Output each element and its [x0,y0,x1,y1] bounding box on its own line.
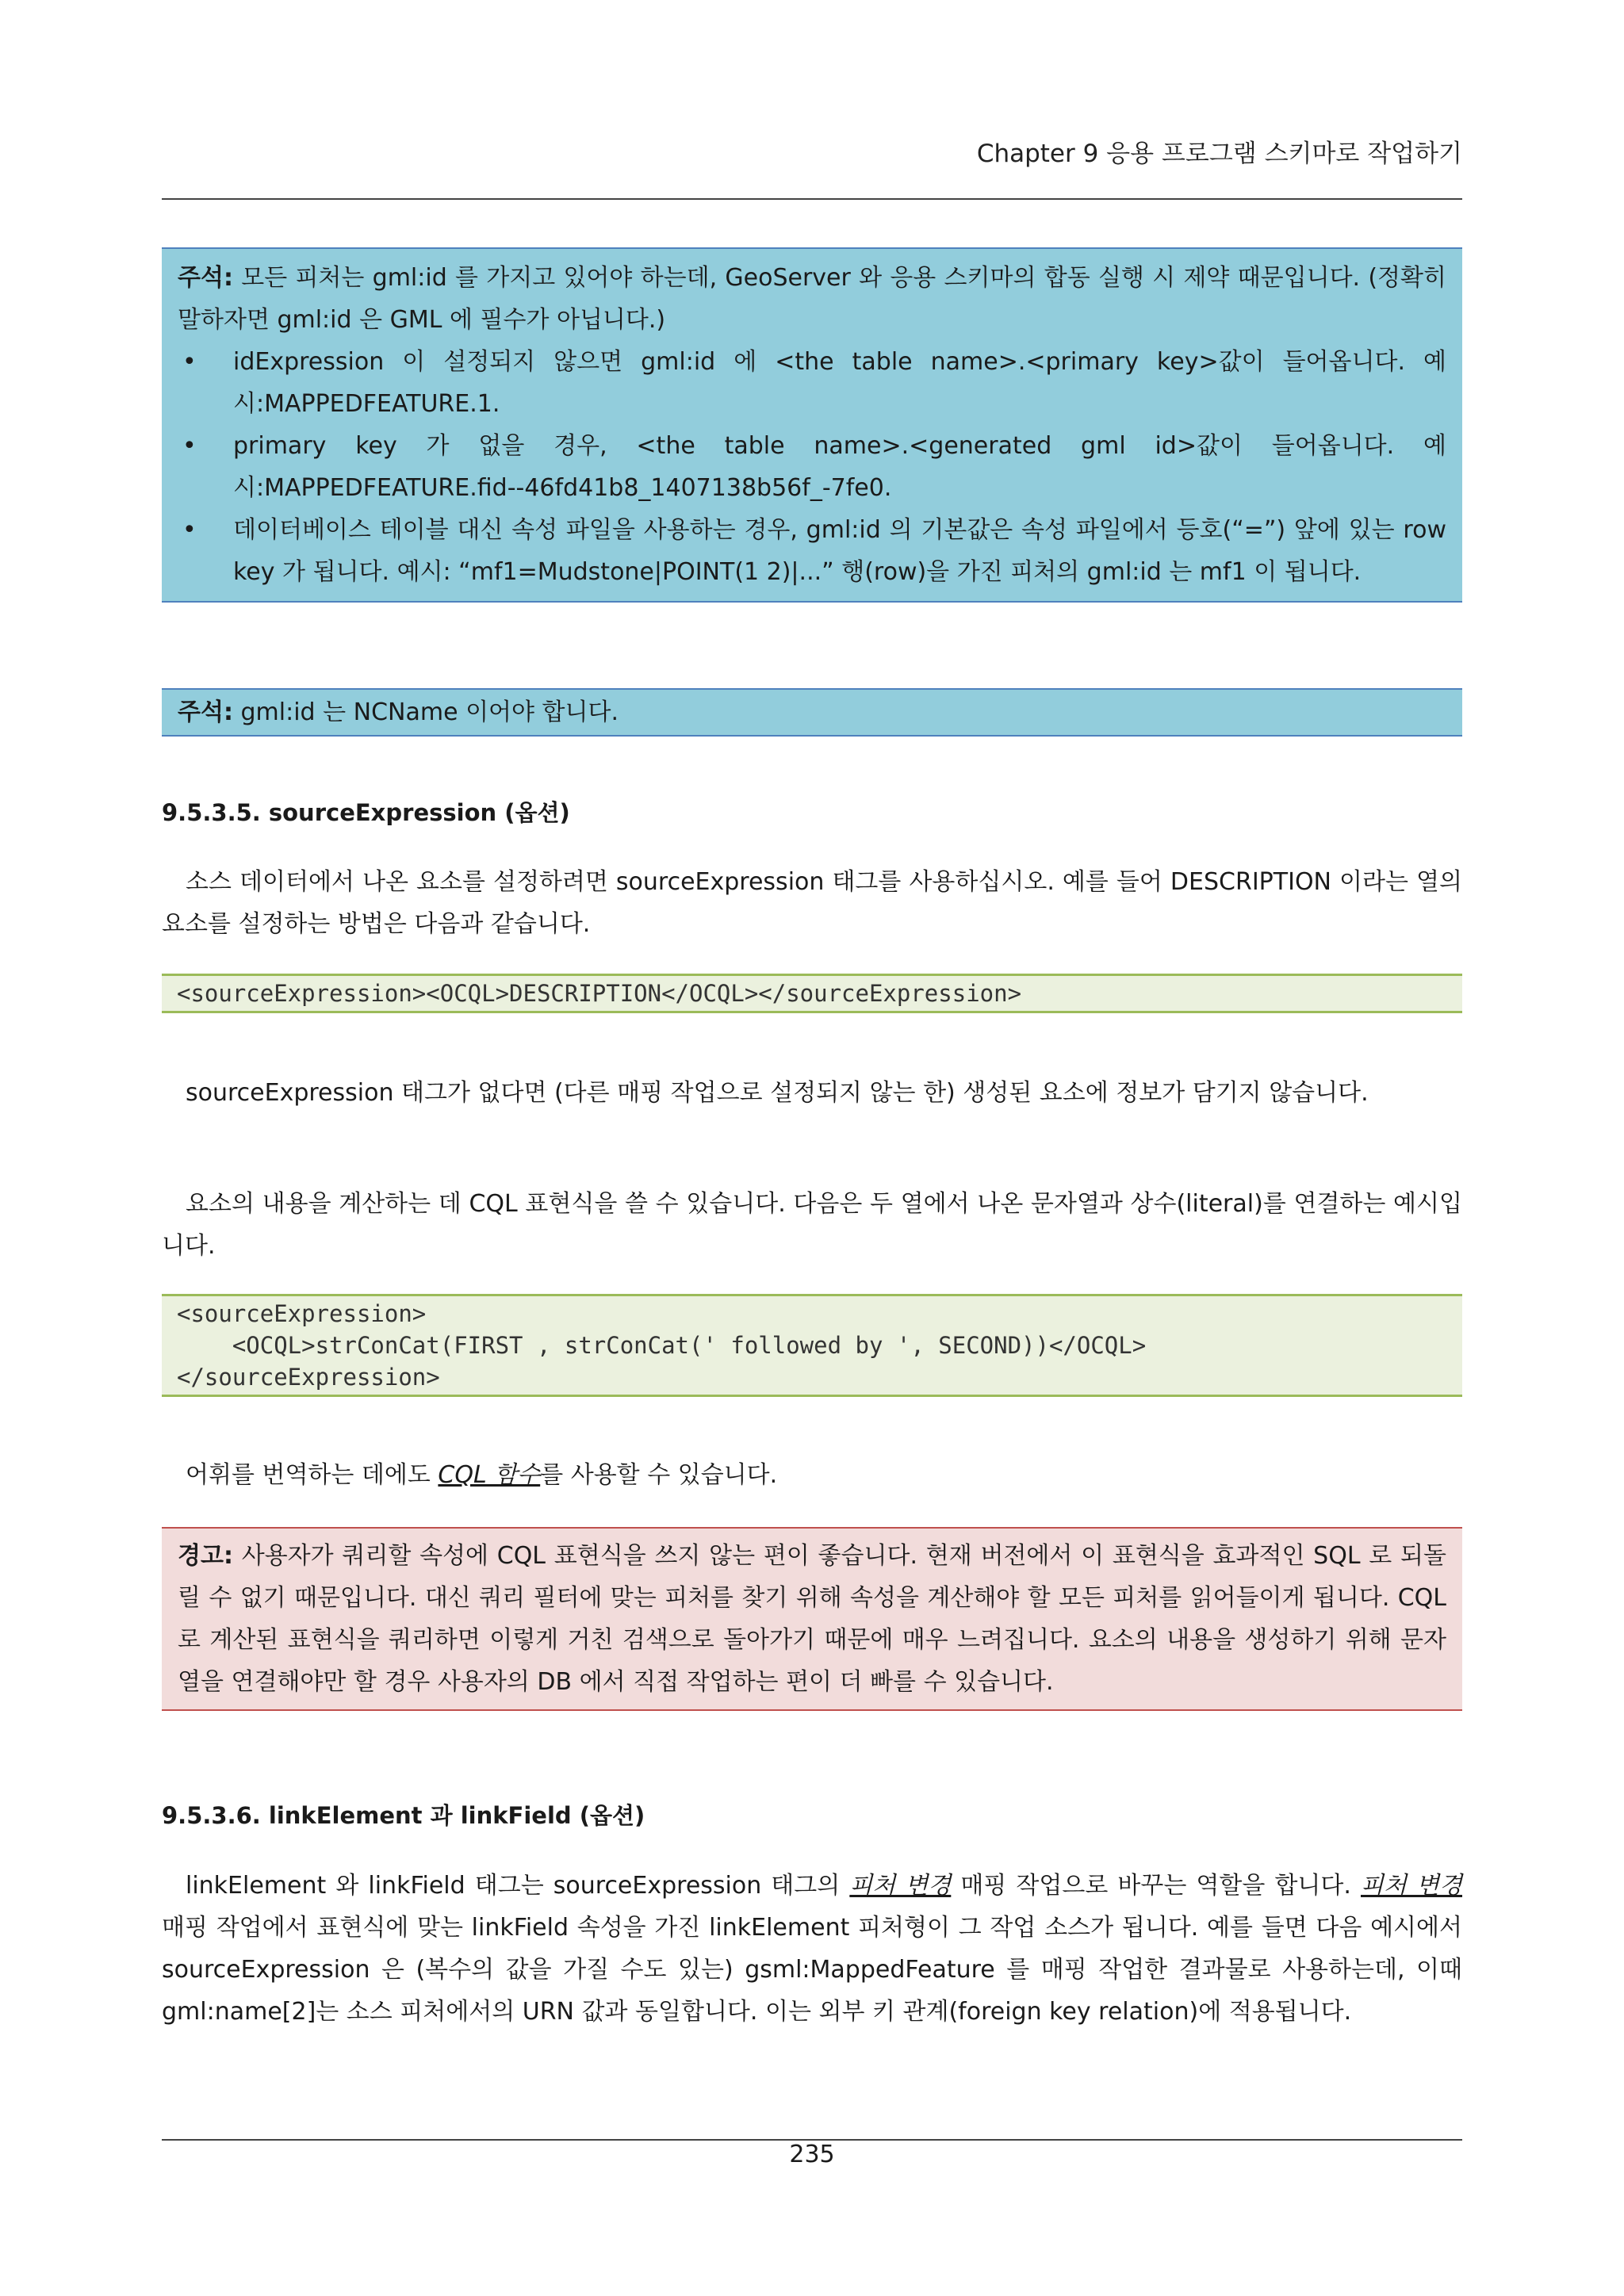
note-bullet-list [178,341,1446,593]
header-rule [162,198,1462,200]
note-box-gml-id [162,247,1462,603]
text: linkElement 와 linkField 태그는 sourceExpression 태그의 [186,1872,850,1900]
note-label: 주석: [178,698,233,726]
note-text: 모든 피처는 gml:id 를 가지고 있어야 하는데, GeoServer 와 응용 스키마의 합동 실행 시 제약 때문입니다. (정확히 말하자면 gml:id 은 GML 에 필수가 아닙니다.) [178,264,1446,334]
note-bullet: • primary key 가 없을 경우, <the table name>.<generated gml id>값이 들어옵니다. 예시:MAPPEDFEATURE.fid--46fd41b8_1407138b56f_-7fe0. [178,425,1446,509]
text: 매핑 작업에서 표현식에 맞는 linkField 속성을 가진 linkElement 피처형이 그 작업 소스가 됩니다. 예를 들면 다음 예시에서 sourceExpression 은 (복수의 값을 가질 수도 있는) gsml:MappedFeature 를 매핑 작업한 결과물로 사용하는데, 이때 gml:name[2]는 소스 피처에서의 URN 값과 동일합니다. 이는 외부 키 관계(foreign key relation)에 적용됩니다. [162,1914,1462,2026]
text: 어휘를 번역하는 데에도 [186,1461,439,1489]
paragraph [162,1865,1462,2033]
note-text: gml:id 는 NCName 이어야 합니다. [232,698,619,726]
note-intro [178,257,1446,341]
code-block: <sourceExpression> <OCQL>strConCat(FIRST , strConCat(' followed by ', SECOND))</OCQL> </sourceExpression> [162,1294,1462,1397]
text: 를 사용할 수 있습니다. [540,1461,778,1489]
note-bullet: • idExpression 이 설정되지 않으면 gml:id 에 <the table name>.<primary key>값이 들어옵니다. 예시:MAPPEDFEATURE.1. [178,341,1446,425]
feature-chaining-link[interactable]: 피처 변경 [849,1872,952,1900]
paragraph: 요소의 내용을 계산하는 데 CQL 표현식을 쓸 수 있습니다. 다음은 두 열에서 나온 문자열과 상수(literal)를 연결하는 예시입니다. [162,1190,1462,1260]
note-label: 주석: [178,264,233,292]
warning-box [162,1527,1462,1711]
feature-chaining-link[interactable]: 피처 변경 [1361,1872,1462,1900]
page-number: 235 [789,2141,835,2168]
running-header: Chapter 9 응용 프로그램 스키마로 작업하기 [976,140,1462,168]
warning-text: 사용자가 쿼리할 속성에 CQL 표현식을 쓰지 않는 편이 좋습니다. 현재 버전에서 이 표현식을 효과적인 SQL 로 되돌릴 수 없기 때문입니다. 대신 쿼리 필터에 맞는 피처를 찾기 위해 속성을 계산해야 할 모든 피처를 읽어들이게 됩니다. CQL 로 계산된 표현식을 쿼리하면 이렇게 거친 검색으로 돌아가기 때문에 매우 느려집니다. 요소의 내용을 생성하기 위해 문자열을 연결해야만 할 경우 사용자의 DB 에서 직접 작업하는 편이 더 빠를 수 있습니다. [178,1542,1446,1696]
note-box-ncname [162,688,1462,737]
code-block: <sourceExpression><OCQL>DESCRIPTION</OCQL></sourceExpression> [162,974,1462,1013]
paragraph: sourceExpression 태그가 없다면 (다른 매핑 작업으로 설정되지 않는 한) 생성된 요소에 정보가 담기지 않습니다. [186,1079,1369,1107]
note-bullet: • 데이터베이스 테이블 대신 속성 파일을 사용하는 경우, gml:id 의 기본값은 속성 파일에서 등호(“=”) 앞에 있는 row key 가 됩니다. 예시: “mf1=Mudstone|POINT(1 2)|...” 행(row)을 가진 피처의 gml:id 는 mf1 이 됩니다. [178,509,1446,593]
paragraph: 소스 데이터에서 나온 요소를 설정하려면 sourceExpression 태그를 사용하십시오. 예를 들어 DESCRIPTION 이라는 열의 요소를 설정하는 방법은 다음과 같습니다. [162,868,1462,938]
section-heading-source-expression: 9.5.3.5. sourceExpression (옵션) [162,799,570,826]
section-heading-link-element: 9.5.3.6. linkElement 과 linkField (옵션) [162,1802,645,1829]
text: 매핑 작업으로 바꾸는 역할을 합니다. [951,1872,1361,1900]
warning-label: 경고: [178,1542,233,1570]
paragraph [162,1454,1462,1496]
cql-function-link[interactable]: CQL 함수 [438,1461,541,1489]
